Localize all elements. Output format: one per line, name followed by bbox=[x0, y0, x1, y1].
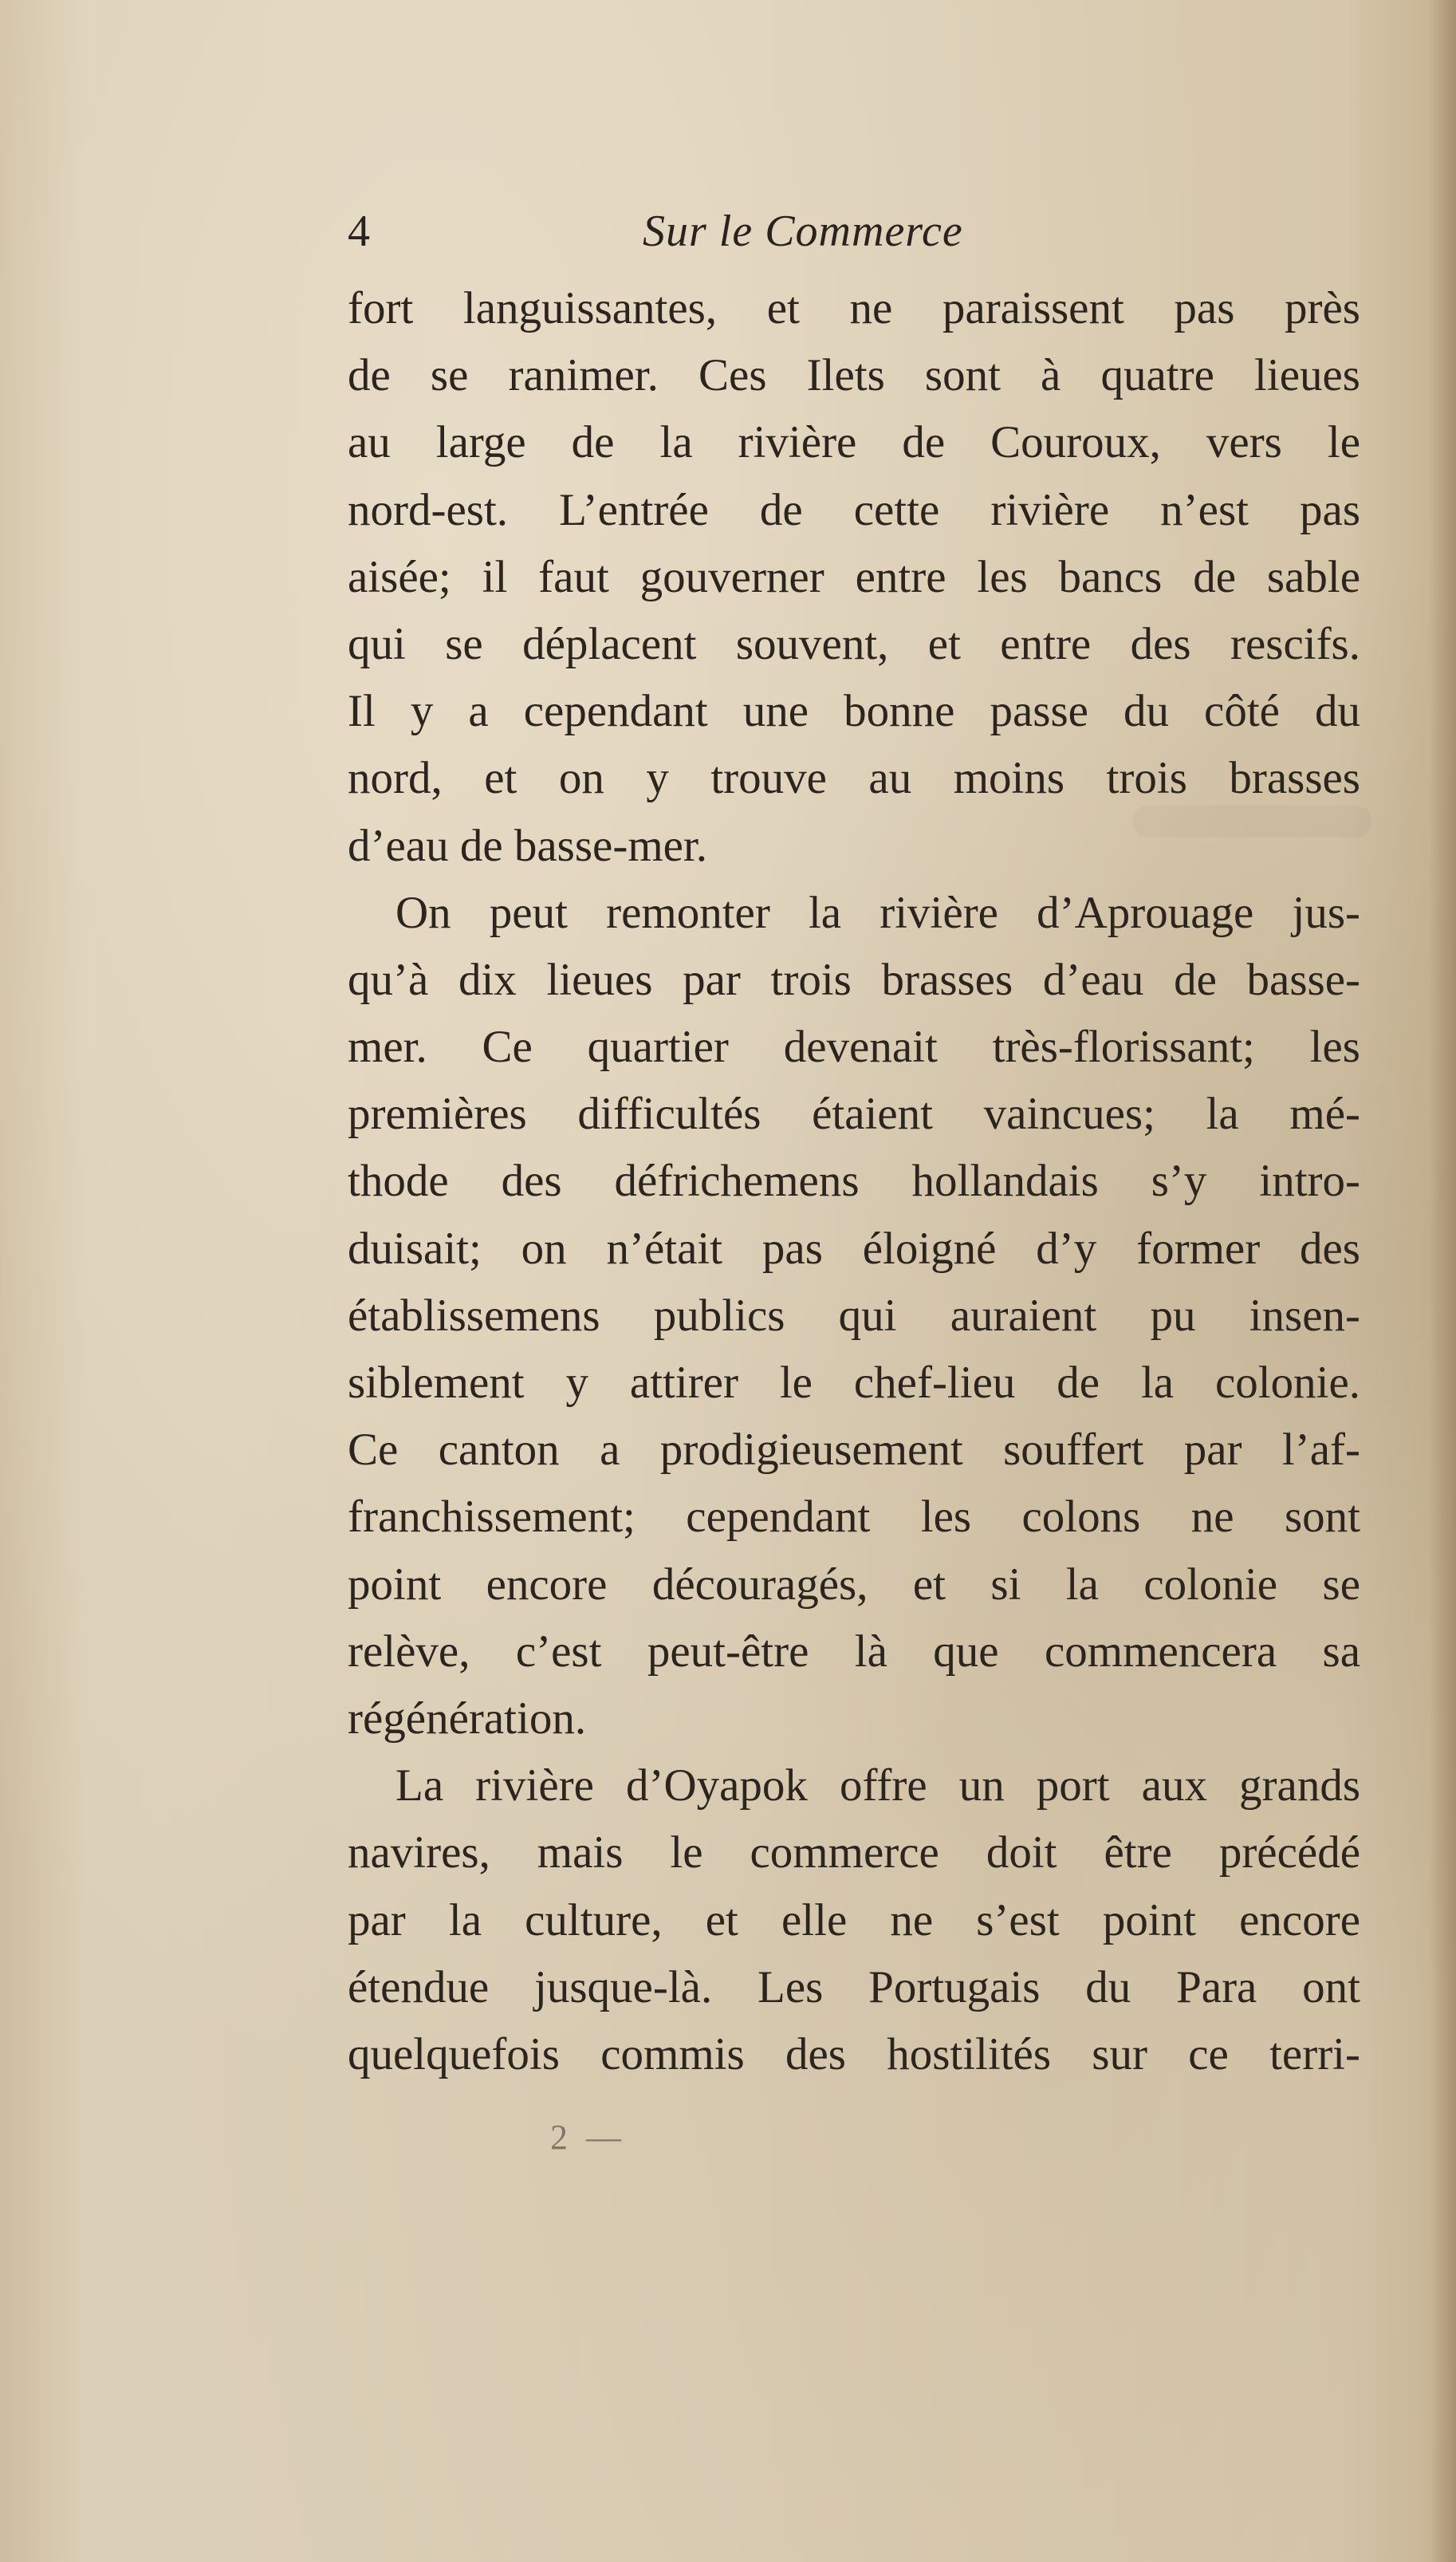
text-line: étendue jusque-là. Les Portugais du Para ont bbox=[348, 1961, 1360, 2012]
running-head: Sur le Commerce bbox=[643, 207, 963, 256]
page-header bbox=[348, 199, 1360, 263]
text-line: aisée; il faut gouverner entre les bancs de sable bbox=[348, 551, 1360, 602]
text-line: quelquefois commis des hostilités sur ce terri- bbox=[348, 2028, 1360, 2079]
page-number: 4 bbox=[348, 207, 370, 256]
text-line: qu’à dix lieues par trois brasses d’eau de basse- bbox=[348, 954, 1360, 1005]
text-line: par la culture, et elle ne s’est point encore bbox=[348, 1894, 1360, 1945]
text-line: fort languissantes, et ne paraissent pas près bbox=[348, 283, 1360, 333]
text-line: thode des défrichemens hollandais s’y intro- bbox=[348, 1156, 1360, 1207]
text-line: Il y a cependant une bonne passe du côté du bbox=[348, 686, 1360, 737]
text-line: duisait; on n’était pas éloigné d’y former des bbox=[348, 1223, 1360, 1274]
text-line: au large de la rivière de Couroux, vers le bbox=[348, 417, 1360, 468]
text-line: nord, et on y trouve au moins trois brasses bbox=[348, 753, 1360, 804]
text-line: mer. Ce quartier devenait très-florissant; les bbox=[348, 1022, 1360, 1073]
text-line: de se ranimer. Ces Ilets sont à quatre lieues bbox=[348, 350, 1360, 401]
text-line: Ce canton a prodigieusement souffert par l’af- bbox=[348, 1425, 1360, 1476]
text-line: établissemens publics qui auraient pu insen- bbox=[348, 1290, 1360, 1341]
signature-mark: 2 — bbox=[550, 2118, 626, 2157]
text-line: point encore découragés, et si la colonie se bbox=[348, 1559, 1360, 1610]
text-line: nord-est. L’entrée de cette rivière n’est pas bbox=[348, 484, 1360, 535]
text-line: régénération. bbox=[348, 1693, 587, 1744]
text-line: franchissement; cependant les colons ne sont bbox=[348, 1492, 1360, 1543]
text-line: d’eau de basse-mer. bbox=[348, 820, 708, 871]
text-line: relève, c’est peut-être là que commencera sa bbox=[348, 1626, 1360, 1677]
body-text bbox=[348, 275, 1360, 2088]
paragraph-start-line: La rivière d’Oyapok offre un port aux grands bbox=[395, 1760, 1360, 1811]
paragraph-start-line: On peut remonter la rivière d’Aprouage jus- bbox=[395, 887, 1360, 938]
page-edge-shadow bbox=[1429, 0, 1456, 2562]
text-line: navires, mais le commerce doit être précédé bbox=[348, 1827, 1360, 1878]
text-line: premières difficultés étaient vaincues; la mé- bbox=[348, 1089, 1360, 1140]
text-line: siblement y attirer le chef-lieu de la colonie. bbox=[348, 1358, 1360, 1408]
text-line: qui se déplacent souvent, et entre des rescifs. bbox=[348, 618, 1360, 669]
